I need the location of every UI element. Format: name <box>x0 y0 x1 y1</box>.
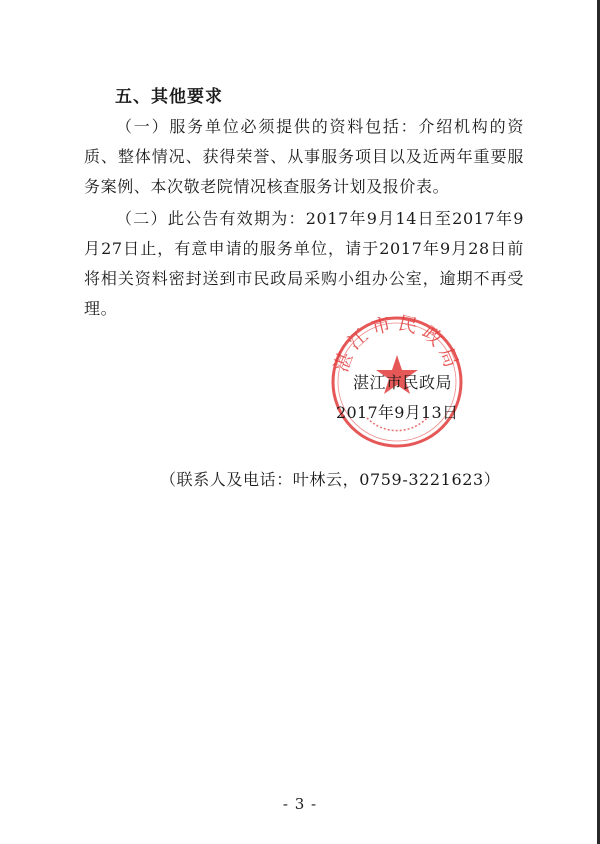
page-number: - 3 - <box>282 795 318 813</box>
paragraph-materials: （一）服务单位必须提供的资料包括：介绍机构的资质、整体情况、获得荣誉、从事服务项目以及近两年重要服务案例、本次敬老院情况核查服务计划及报价表。 <box>84 117 524 196</box>
signing-organization: 湛江市民政局 <box>353 373 453 392</box>
section-heading: 五、其他要求 <box>115 87 223 107</box>
signing-date: 2017年9月13日 <box>336 403 459 422</box>
seal-text: 湛江市民政局 <box>330 312 464 376</box>
paragraph-validity: （二）此公告有效期为：2017年9月14日至2017年9月27日止，有意申请的服务单位，请于2017年9月28日前将相关资料密封送到市民政局采购小组办公室，逾期不再受理。 <box>84 209 524 318</box>
contact-info: （联系人及电话：叶林云，0759-3221623） <box>160 470 501 489</box>
